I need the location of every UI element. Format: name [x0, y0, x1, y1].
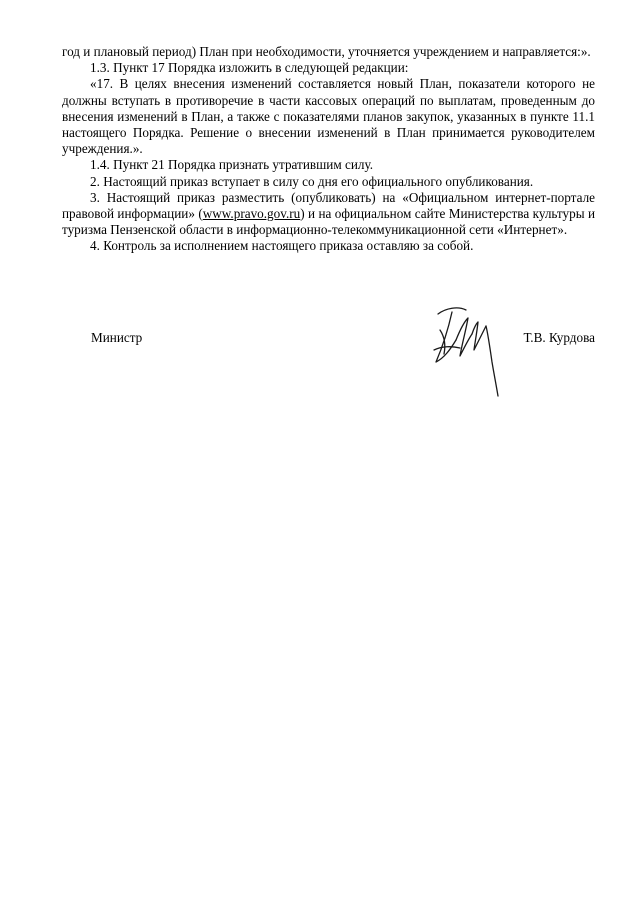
handwritten-signature — [430, 300, 510, 400]
signatory-name: Т.В. Курдова — [523, 330, 595, 345]
paragraph-1-3: 1.3. Пункт 17 Порядка изложить в следующей редакции: — [90, 60, 409, 76]
paragraph-3-text-start: 3. Настоящий приказ разместить (опубликовать) на «Официальном интернет-портале правовой информации» ( — [62, 189, 595, 222]
paragraph-3-text-end: ) и на официальном сайте Министерства культуры и туризма Пензенской области в информационно-телекоммуникационной сети «Интернет». — [62, 206, 596, 238]
document-body — [62, 44, 595, 255]
signatory-title: Министр — [91, 330, 143, 345]
paragraph-quoted-17: «17. В целях внесения изменений составляется новый План, показатели которого не должны вступать в противоречие в части кассовых операций по выплатам, проведенным до внесения изменений в План, а также с показателями планов закупок, указанных в пункте 11.1 настоящего Порядка. Решение о внесении изменений в План принимается руководителем учреждения.». — [62, 76, 595, 157]
paragraph-4: 4. Контроль за исполнением настоящего приказа оставляю за собой. — [90, 238, 474, 254]
pravo-link[interactable]: www.pravo.gov.ru — [202, 206, 301, 222]
paragraph-continuation: год и плановый период) План при необходимости, уточняется учреждением и направляется:». — [62, 44, 591, 59]
paragraph-2: 2. Настоящий приказ вступает в силу со дня его официального опубликования. — [90, 173, 534, 189]
signature-block — [62, 330, 595, 350]
paragraph-1-4: 1.4. Пункт 21 Порядка признать утратившим силу. — [90, 157, 374, 173]
paragraph-3 — [62, 190, 595, 239]
